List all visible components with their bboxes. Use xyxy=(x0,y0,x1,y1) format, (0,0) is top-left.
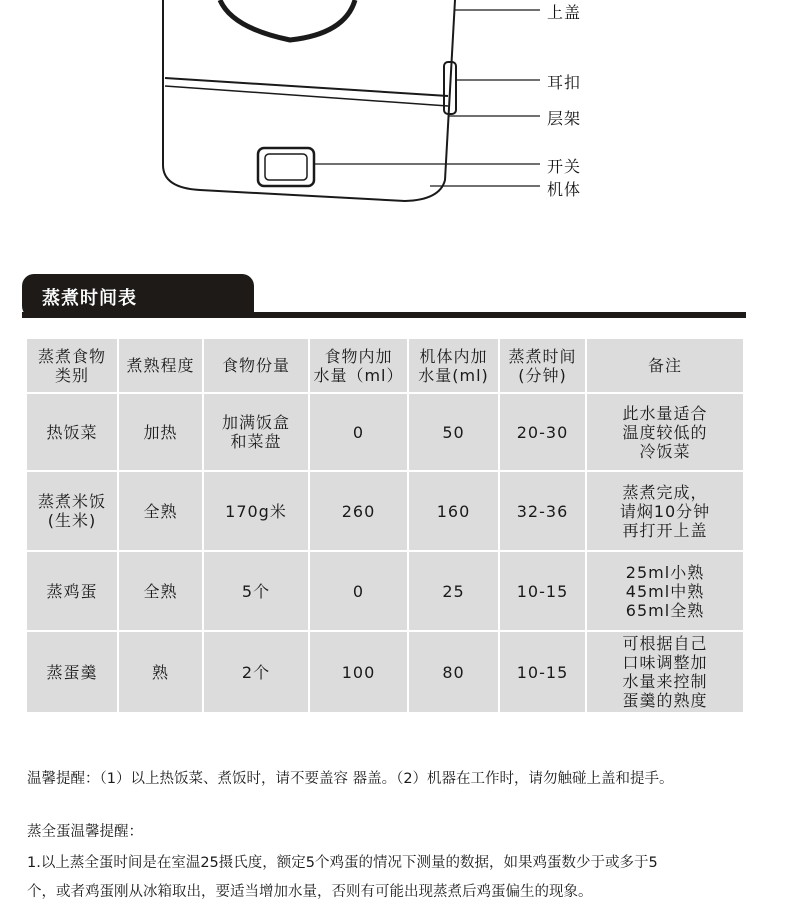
cell: 全熟 xyxy=(118,551,203,631)
product-diagram xyxy=(0,0,800,215)
section-title: 蒸煮时间表 xyxy=(42,288,137,309)
cell: 2个 xyxy=(203,631,309,713)
cell: 此水量适合 温度较低的 冷饭菜 xyxy=(586,393,744,471)
cell: 5个 xyxy=(203,551,309,631)
cell: 10-15 xyxy=(499,631,586,713)
header-portion: 食物份量 xyxy=(203,338,309,393)
lid-seam xyxy=(165,78,448,96)
table-row xyxy=(26,471,744,551)
cell: 加热 xyxy=(118,393,203,471)
cell: 蒸煮完成， 请焖10分钟 再打开上盖 xyxy=(586,471,744,551)
label-switch: 开关 xyxy=(547,157,582,176)
header-time: 蒸煮时间 (分钟) xyxy=(499,338,586,393)
egg-tip-title: 蒸全蛋温馨提醒： xyxy=(27,824,143,840)
cell: 可根据自己 口味调整加 水量来控制 蛋羹的熟度 xyxy=(586,631,744,713)
table-row xyxy=(26,631,744,713)
header-notes: 备注 xyxy=(586,338,744,393)
label-layer-rack: 层架 xyxy=(547,109,582,128)
header-body-water: 机体内加 水量(ml) xyxy=(408,338,499,393)
cell: 蒸蛋羹 xyxy=(26,631,118,713)
steaming-time-table xyxy=(25,337,743,714)
lunch-box-illustration xyxy=(0,0,800,215)
lid-handle xyxy=(220,0,355,40)
cell: 全熟 xyxy=(118,471,203,551)
label-ear-clip: 耳扣 xyxy=(547,73,582,92)
header-doneness: 煮熟程度 xyxy=(118,338,203,393)
table-row xyxy=(26,393,744,471)
cell: 80 xyxy=(408,631,499,713)
cell: 100 xyxy=(309,631,408,713)
cell: 蒸鸡蛋 xyxy=(26,551,118,631)
table-row xyxy=(26,551,744,631)
cell: 25ml小熟 45ml中熟 65ml全熟 xyxy=(586,551,744,631)
cell: 蒸煮米饭 (生米) xyxy=(26,471,118,551)
egg-tip-line-1: 1.以上蒸全蛋时间是在室温25摄氏度，额定5个鸡蛋的情况下测量的数据，如果鸡蛋数少于或多于5 xyxy=(27,855,658,871)
label-body: 机体 xyxy=(547,180,582,199)
cell: 50 xyxy=(408,393,499,471)
appliance-outline xyxy=(163,0,455,201)
cell: 0 xyxy=(309,393,408,471)
section-header xyxy=(22,274,746,320)
cell: 10-15 xyxy=(499,551,586,631)
cell: 32-36 xyxy=(499,471,586,551)
cell: 260 xyxy=(309,471,408,551)
table-header-row xyxy=(26,338,744,393)
header-food-category: 蒸煮食物 类别 xyxy=(26,338,118,393)
warm-tip: 温馨提醒：（1）以上热饭菜、煮饭时，请不要盖容 器盖。（2）机器在工作时，请勿触碰上盖和提手。 xyxy=(27,771,674,787)
cell: 170g米 xyxy=(203,471,309,551)
cell: 加满饭盒 和菜盘 xyxy=(203,393,309,471)
cell: 160 xyxy=(408,471,499,551)
cell: 热饭菜 xyxy=(26,393,118,471)
egg-tip-line-2: 个，或者鸡蛋刚从冰箱取出，要适当增加水量，否则有可能出现蒸煮后鸡蛋偏生的现象。 xyxy=(27,884,593,900)
cell: 20-30 xyxy=(499,393,586,471)
cell: 25 xyxy=(408,551,499,631)
header-food-water: 食物内加 水量（ml） xyxy=(309,338,408,393)
cell: 0 xyxy=(309,551,408,631)
cell: 熟 xyxy=(118,631,203,713)
label-lid: 上盖 xyxy=(547,3,582,22)
